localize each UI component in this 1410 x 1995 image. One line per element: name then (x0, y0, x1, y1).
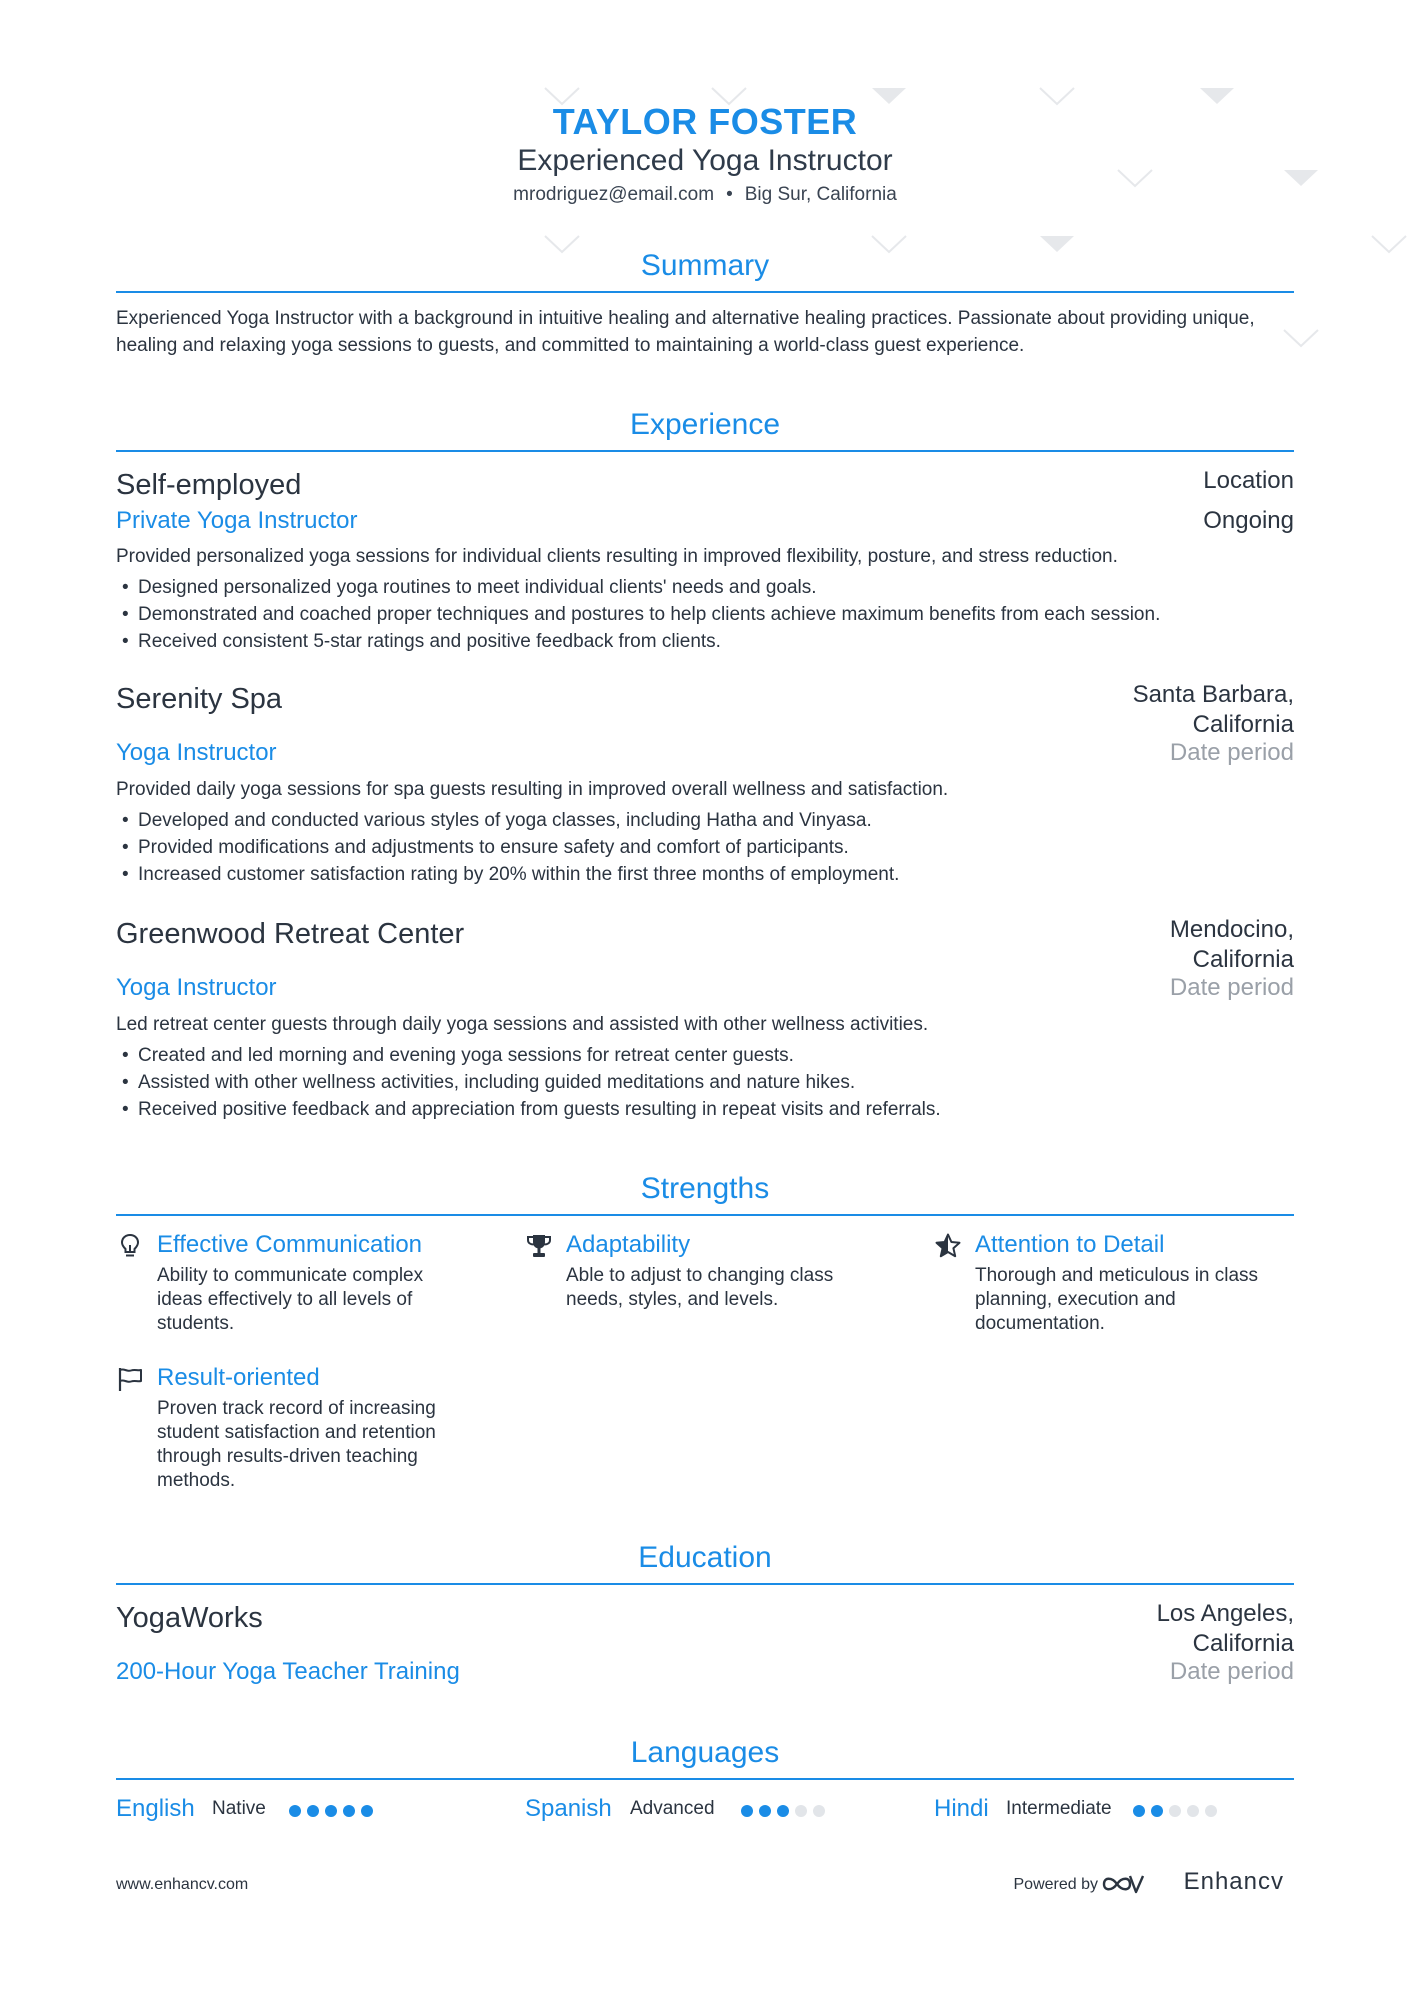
language-rating (289, 1804, 379, 1816)
strength-title: Effective Communication (157, 1231, 423, 1258)
list-item: • Created and led morning and evening yoga sessions for retreat center guests. (116, 1042, 941, 1069)
language-name: English (116, 1795, 195, 1822)
language-level: Advanced (630, 1798, 715, 1819)
list-item: • Increased customer satisfaction rating by 20% within the first three months of employment. (116, 861, 899, 888)
job-location-line2: California (1192, 946, 1294, 973)
summary-heading: Summary (640, 249, 770, 282)
brand-name: Enhancv (1183, 1868, 1284, 1895)
separator-dot: • (726, 184, 733, 205)
rating-dot-filled (325, 1805, 337, 1817)
job-location-line2: California (1192, 711, 1294, 738)
education-section (116, 1538, 1294, 1585)
school-location-line2: California (1192, 1630, 1294, 1657)
star-icon (934, 1232, 962, 1260)
rating-dot-empty (1169, 1805, 1181, 1817)
list-item: • Demonstrated and coached proper techniques and postures to help clients achieve maximum benefits from each session. (116, 601, 1160, 628)
language-level: Intermediate (1006, 1798, 1112, 1819)
strengths-heading: Strengths (640, 1172, 770, 1205)
rating-dot-empty (795, 1805, 807, 1817)
rating-dot-filled (1133, 1805, 1145, 1817)
job-location-line1: Mendocino, (1169, 916, 1294, 943)
job-role: Yoga Instructor (116, 739, 277, 766)
summary-text: Experienced Yoga Instructor with a background in intuitive healing and alternative healing practices. Passionate about providing unique, healing and relaxing yoga sessions to guests, and committed to maintaining a world-class guest experience. (116, 308, 1255, 356)
list-item: • Developed and conducted various styles of yoga classes, including Hatha and Vinyasa. (116, 807, 899, 834)
language-item (934, 1792, 1294, 1826)
rating-dot-filled (741, 1805, 753, 1817)
trophy-icon (525, 1232, 553, 1260)
list-item: • Assisted with other wellness activities, including guided meditations and nature hikes. (116, 1069, 941, 1096)
contact-email[interactable]: mrodriguez@email.com (513, 184, 715, 205)
language-item (116, 1792, 516, 1826)
enhancv-logo-icon (1100, 1872, 1146, 1896)
job-date: Ongoing (1203, 507, 1294, 534)
languages-heading: Languages (630, 1736, 780, 1769)
language-item (525, 1792, 925, 1826)
strength-description: Able to adjust to changing class needs, styles, and levels. (566, 1265, 834, 1310)
strength-title: Attention to Detail (975, 1231, 1165, 1258)
company-name: Self-employed (116, 469, 302, 501)
job-location (1133, 680, 1294, 740)
languages-list (116, 1792, 1294, 1826)
footer-branding (964, 1864, 1284, 1904)
language-level: Native (212, 1798, 266, 1819)
strength-description: Ability to communicate complex ideas effectively to all levels of students. (157, 1265, 424, 1334)
section-divider (116, 291, 1294, 293)
job-location-line1: Santa Barbara, (1132, 681, 1294, 708)
rating-dot-filled (307, 1805, 319, 1817)
job-date: Date period (1169, 739, 1294, 766)
school-location (1157, 1599, 1294, 1659)
school-name: YogaWorks (116, 1602, 263, 1634)
language-name: Spanish (525, 1795, 612, 1822)
rating-dot-filled (1151, 1805, 1163, 1817)
footer-website[interactable]: www.enhancv.com (116, 1876, 249, 1893)
section-divider (116, 1583, 1294, 1585)
list-item: • Received consistent 5-star ratings and positive feedback from clients. (116, 628, 1160, 655)
job-bullets (116, 1042, 941, 1123)
language-name: Hindi (934, 1795, 989, 1822)
rating-dot-empty (1205, 1805, 1217, 1817)
job-description: Provided daily yoga sessions for spa guests resulting in improved overall wellness and satisfaction. (116, 779, 949, 800)
list-item: • Provided modifications and adjustments to ensure safety and comfort of participants. (116, 834, 899, 861)
contact-location: Big Sur, California (744, 184, 897, 205)
language-rating (741, 1804, 831, 1816)
strength-description: Thorough and meticulous in class planning, execution and documentation. (975, 1265, 1259, 1334)
resume-header (116, 100, 1294, 208)
strength-description: Proven track record of increasing student satisfaction and retention through results-driven teaching methods. (157, 1398, 436, 1491)
rating-dot-filled (777, 1805, 789, 1817)
job-description: Led retreat center guests through daily yoga sessions and assisted with other wellness activities. (116, 1014, 929, 1035)
strength-title: Adaptability (566, 1231, 691, 1258)
section-divider (116, 1214, 1294, 1216)
strength-title: Result-oriented (157, 1364, 320, 1391)
section-divider (116, 1778, 1294, 1780)
rating-dot-empty (1187, 1805, 1199, 1817)
flag-icon (116, 1365, 144, 1393)
experience-heading: Experience (629, 408, 781, 441)
strengths-section (116, 1169, 1294, 1216)
school-location-line1: Los Angeles, (1156, 1600, 1294, 1627)
rating-dot-filled (361, 1805, 373, 1817)
job-date: Date period (1169, 974, 1294, 1001)
company-name: Greenwood Retreat Center (116, 918, 465, 950)
company-name: Serenity Spa (116, 683, 283, 715)
powered-by-label: Powered by (1013, 1876, 1098, 1893)
job-location (1170, 915, 1294, 975)
job-description: Provided personalized yoga sessions for individual clients resulting in improved flexibility, posture, and stress reduction. (116, 546, 1118, 567)
rating-dot-empty (813, 1805, 825, 1817)
language-rating (1133, 1804, 1223, 1816)
job-role: Private Yoga Instructor (116, 507, 358, 534)
rating-dot-filled (343, 1805, 355, 1817)
education-heading: Education (638, 1541, 772, 1574)
list-item: • Designed personalized yoga routines to meet individual clients' needs and goals. (116, 574, 1160, 601)
list-item: • Received positive feedback and appreciation from guests resulting in repeat visits and referrals. (116, 1096, 941, 1123)
job-role: Yoga Instructor (116, 974, 277, 1001)
experience-section (116, 405, 1294, 452)
contact-line (116, 182, 1294, 208)
program-name: 200-Hour Yoga Teacher Training (116, 1658, 460, 1685)
lightbulb-icon (116, 1232, 144, 1260)
summary-section (116, 246, 1294, 359)
candidate-name: TAYLOR FOSTER (552, 101, 858, 142)
candidate-title: Experienced Yoga Instructor (517, 144, 893, 177)
job-bullets (116, 574, 1160, 655)
job-bullets (116, 807, 899, 888)
section-divider (116, 450, 1294, 452)
languages-section (116, 1733, 1294, 1780)
job-location: Location (1203, 467, 1294, 494)
rating-dot-filled (759, 1805, 771, 1817)
education-date: Date period (1169, 1658, 1294, 1685)
rating-dot-filled (289, 1805, 301, 1817)
